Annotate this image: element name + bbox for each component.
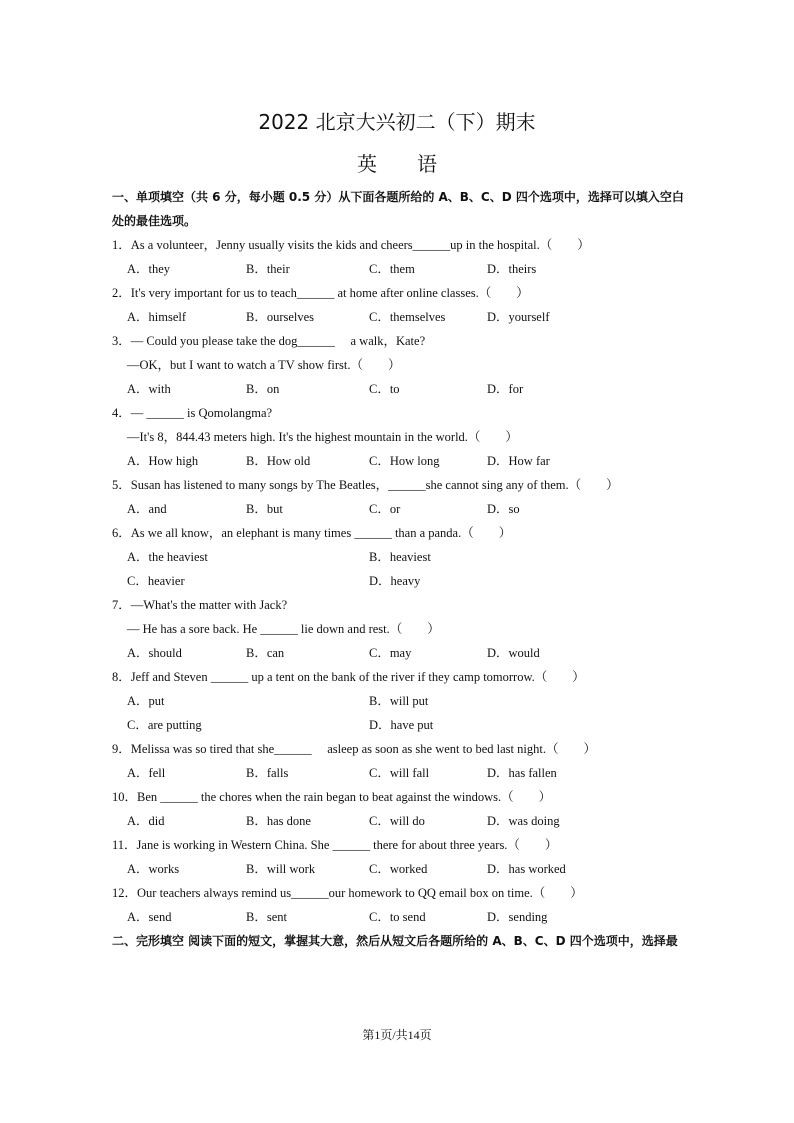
option-a: A．himself bbox=[127, 310, 187, 324]
option-c: C．will fall bbox=[369, 766, 430, 780]
option-d: D．has fallen bbox=[487, 766, 557, 780]
question-12-stem: 12．Our teachers always remind us______our homework to QQ email box on time.（ ） bbox=[112, 886, 583, 900]
option-a: A．How high bbox=[127, 454, 199, 468]
section-heading-1: 一、单项填空（共 6 分，每小题 0.5 分）从下面各题所给的 A、B、C、D 四个选项中，选择可以填入空白 bbox=[112, 190, 684, 204]
option-d: D．How far bbox=[487, 454, 550, 468]
option-c: C．themselves bbox=[369, 310, 446, 324]
question-2-stem: 2．It's very important for us to teach______ at home after online classes.（ ） bbox=[112, 286, 529, 300]
option-d: D．heavy bbox=[369, 574, 421, 588]
option-b: B．heaviest bbox=[369, 550, 431, 564]
option-d: D．was doing bbox=[487, 814, 560, 828]
option-b: B．How old bbox=[246, 454, 311, 468]
question-4-stem: 4．— ______ is Qomolangma? bbox=[112, 406, 273, 420]
question-3-stem: 3．— Could you please take the dog______ a walk，Kate? bbox=[112, 334, 426, 348]
option-c: C．to send bbox=[369, 910, 426, 924]
option-c: C．them bbox=[369, 262, 415, 276]
subject-title: 英 语 bbox=[357, 152, 437, 176]
question-5-stem: 5．Susan has listened to many songs by The Beatles，______she cannot sing any of them.（ ） bbox=[112, 478, 619, 492]
option-b: B．will put bbox=[369, 694, 429, 708]
option-b: B．falls bbox=[246, 766, 289, 780]
option-b: B．can bbox=[246, 646, 285, 660]
section-heading-1-cont: 处的最佳选项。 bbox=[112, 214, 197, 228]
question-7-reply: — He has a sore back. He ______ lie down and rest.（ ） bbox=[127, 622, 440, 636]
option-b: B．on bbox=[246, 382, 280, 396]
question-11-stem: 11．Jane is working in Western China. She ______ there for about three years.（ ） bbox=[112, 838, 558, 852]
option-b: B．will work bbox=[246, 862, 316, 876]
option-c: C．to bbox=[369, 382, 400, 396]
option-a: A．fell bbox=[127, 766, 166, 780]
option-c: C．heavier bbox=[127, 574, 185, 588]
question-7-stem: 7．—What's the matter with Jack? bbox=[112, 598, 288, 612]
option-b: B．their bbox=[246, 262, 290, 276]
option-c: C．are putting bbox=[127, 718, 202, 732]
page-title: 2022 北京大兴初二（下）期末 bbox=[258, 110, 536, 134]
option-c: C．How long bbox=[369, 454, 440, 468]
option-a: A．works bbox=[127, 862, 180, 876]
option-d: D．would bbox=[487, 646, 540, 660]
option-a: A．should bbox=[127, 646, 182, 660]
option-b: B．has done bbox=[246, 814, 311, 828]
option-c: C．or bbox=[369, 502, 401, 516]
question-8-stem: 8．Jeff and Steven ______ up a tent on the bank of the river if they camp tomorrow.（ ） bbox=[112, 670, 585, 684]
option-c: C．worked bbox=[369, 862, 428, 876]
option-b: B．ourselves bbox=[246, 310, 315, 324]
option-d: D．yourself bbox=[487, 310, 550, 324]
option-b: B．sent bbox=[246, 910, 287, 924]
option-d: D．theirs bbox=[487, 262, 537, 276]
question-4-reply: —It's 8，844.43 meters high. It's the highest mountain in the world.（ ） bbox=[127, 430, 518, 444]
option-d: D．for bbox=[487, 382, 524, 396]
question-9-stem: 9．Melissa was so tired that she______ asleep as soon as she went to bed last night.（ ） bbox=[112, 742, 596, 756]
option-a: A．they bbox=[127, 262, 171, 276]
option-a: A．put bbox=[127, 694, 165, 708]
option-c: C．may bbox=[369, 646, 412, 660]
question-3-reply: —OK，but I want to watch a TV show first.（ ） bbox=[127, 358, 401, 372]
option-d: D．so bbox=[487, 502, 520, 516]
page-number: 第1页/共14页 bbox=[362, 1028, 432, 1042]
option-a: A．send bbox=[127, 910, 172, 924]
question-10-stem: 10．Ben ______ the chores when the rain began to beat against the windows.（ ） bbox=[112, 790, 552, 804]
option-a: A．the heaviest bbox=[127, 550, 208, 564]
section-heading-2: 二、完形填空 阅读下面的短文，掌握其大意，然后从短文后各题所给的 A、B、C、D 四个选项中，选择最 bbox=[112, 934, 678, 948]
option-a: A．with bbox=[127, 382, 171, 396]
option-d: D．have put bbox=[369, 718, 434, 732]
option-b: B．but bbox=[246, 502, 283, 516]
option-a: A．did bbox=[127, 814, 165, 828]
option-c: C．will do bbox=[369, 814, 425, 828]
option-d: D．sending bbox=[487, 910, 548, 924]
option-d: D．has worked bbox=[487, 862, 566, 876]
question-1-stem: 1．As a volunteer，Jenny usually visits the kids and cheers______up in the hospital.（ ） bbox=[112, 238, 590, 252]
option-a: A．and bbox=[127, 502, 167, 516]
question-6-stem: 6．As we all know，an elephant is many times ______ than a panda.（ ） bbox=[112, 526, 512, 540]
